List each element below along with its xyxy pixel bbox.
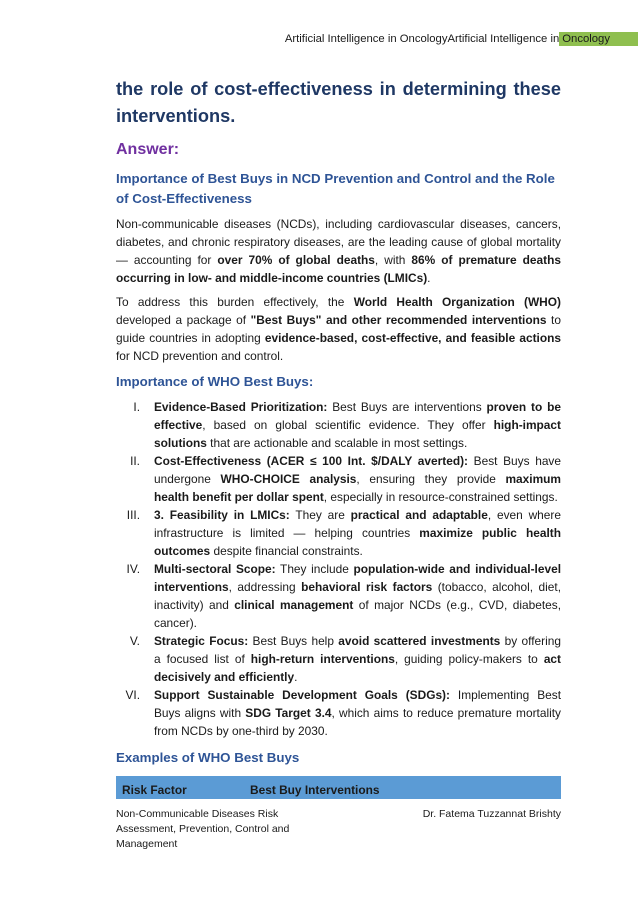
- bold-run: 3. Feasibility in LMICs:: [154, 508, 290, 522]
- list-item-text: [154, 452, 561, 506]
- list-item-number: I.: [133, 400, 140, 414]
- list-item: [116, 560, 561, 632]
- section-heading-examples: Examples of WHO Best Buys: [116, 750, 300, 765]
- footer-left: Non-Communicable Diseases Risk Assessment, Prevention, Control and Management: [116, 808, 290, 850]
- paragraph-who-response: [116, 293, 561, 365]
- text-run: of major NCDs (e.g., CVD, diabetes, cancer).: [154, 598, 561, 630]
- bold-run: avoid scattered investments: [338, 634, 501, 648]
- bold-run: practical and adaptable: [350, 508, 488, 522]
- bold-run: high-return interventions: [250, 652, 395, 666]
- text-run: , guiding policy-makers to: [394, 652, 544, 666]
- text-run: developed a package of: [116, 313, 251, 327]
- bold-run: Strategic Focus:: [154, 634, 249, 648]
- text-run: Implementing Best Buys aligns with: [154, 688, 562, 720]
- question-title: the role of cost-effectiveness in determining these interventions.: [116, 79, 561, 126]
- bold-run: Evidence-Based Prioritization:: [154, 400, 328, 414]
- bold-run: clinical management: [234, 598, 354, 612]
- section-heading-best-buys: Importance of Best Buys in NCD Prevention and Control and the Role of Cost-Effectiveness: [116, 171, 555, 206]
- list-item-text: [154, 686, 561, 740]
- text-run: Best Buys help: [248, 634, 339, 648]
- header-highlight: Oncology: [559, 32, 638, 46]
- text-run: , based on global scientific evidence. They offer: [202, 418, 494, 432]
- bold-run: maximize public health outcomes: [154, 526, 561, 558]
- list-item: [116, 452, 561, 506]
- text-run: Best Buys are interventions: [327, 400, 487, 414]
- bold-run: WHO-CHOICE analysis: [220, 472, 357, 486]
- text-run: (tobacco, alcohol, diet, inactivity) and: [154, 580, 562, 612]
- text-run: to guide countries in adopting: [116, 313, 561, 345]
- bold-run: maximum health benefit per dollar spent: [154, 472, 561, 504]
- text-run: , especially in resource-constrained settings.: [323, 490, 558, 504]
- bold-run: evidence-based, cost-effective, and feasible actions: [264, 331, 561, 345]
- text-run: that are actionable and scalable in most settings.: [206, 436, 468, 450]
- list-item-text: [154, 632, 561, 686]
- table-header-interventions: Best Buy Interventions: [250, 783, 380, 797]
- text-run: , with: [374, 253, 412, 267]
- bold-run: SDG Target 3.4: [245, 706, 332, 720]
- bold-run: behavioral risk factors: [301, 580, 433, 594]
- list-item-number: II.: [130, 454, 140, 468]
- paragraph-ncd-burden: [116, 215, 561, 287]
- list-item: [116, 632, 561, 686]
- table-header-risk-factor: Risk Factor: [122, 783, 187, 797]
- text-run: .: [294, 670, 298, 684]
- text-run: Non-communicable diseases (NCDs), including cardiovascular diseases, cancers, diabetes, and chronic respiratory diseases, are the leading cause of global mortality — accounting for: [116, 217, 561, 267]
- text-run: .: [427, 271, 431, 285]
- list-item: [116, 686, 561, 740]
- list-item-number: III.: [126, 508, 140, 522]
- header-title: Artificial Intelligence in OncologyArtificial Intelligence in: [284, 33, 560, 45]
- bold-run: over 70% of global deaths: [217, 253, 375, 267]
- bold-run: Cost-Effectiveness (ACER ≤ 100 Int. $/DALY averted):: [154, 454, 469, 468]
- importance-list: [116, 398, 561, 740]
- list-item-number: IV.: [126, 562, 140, 576]
- footer-author: Dr. Fatema Tuzzannat Brishty: [422, 808, 561, 820]
- text-run: Best Buys have undergone: [154, 454, 561, 486]
- text-run: They are: [289, 508, 351, 522]
- page-content: [116, 76, 561, 799]
- bold-run: Multi-sectoral Scope:: [154, 562, 276, 576]
- list-item-number: VI.: [125, 688, 140, 702]
- list-item: [116, 398, 561, 452]
- running-header: [285, 31, 638, 47]
- list-item-text: [154, 560, 561, 632]
- section-heading-importance: Importance of WHO Best Buys:: [116, 374, 314, 389]
- bold-run: World Health Organization (WHO): [353, 295, 561, 309]
- text-run: despite financial constraints.: [210, 544, 363, 558]
- text-run: , ensuring they provide: [356, 472, 506, 486]
- list-item-number: V.: [129, 634, 140, 648]
- text-run: for NCD prevention and control.: [116, 349, 284, 363]
- bold-run: population-wide and individual-level interventions: [154, 562, 562, 594]
- text-run: To address this burden effectively, the: [116, 295, 354, 309]
- list-item-text: [154, 506, 561, 560]
- text-run: by offering a focused list of: [154, 634, 561, 666]
- table-header-row: [116, 776, 561, 799]
- bold-run: act decisively and efficiently: [154, 652, 561, 684]
- answer-label: Answer:: [116, 141, 180, 158]
- bold-run: "Best Buys" and other recommended interventions: [250, 313, 547, 327]
- text-run: , even where infrastructure is limited — helping countries: [154, 508, 561, 540]
- text-run: , addressing: [228, 580, 302, 594]
- list-item: [116, 506, 561, 560]
- bold-run: proven to be effective: [154, 400, 561, 432]
- list-item-text: [154, 398, 561, 452]
- text-run: They include: [275, 562, 354, 576]
- bold-run: 86% of premature deaths occurring in low- and middle-income countries (LMICs): [116, 253, 561, 285]
- bold-run: Support Sustainable Development Goals (SDGs):: [154, 688, 450, 702]
- bold-run: high-impact solutions: [154, 418, 561, 450]
- text-run: , which aims to reduce premature mortality from NCDs by one-third by 2030.: [154, 706, 561, 738]
